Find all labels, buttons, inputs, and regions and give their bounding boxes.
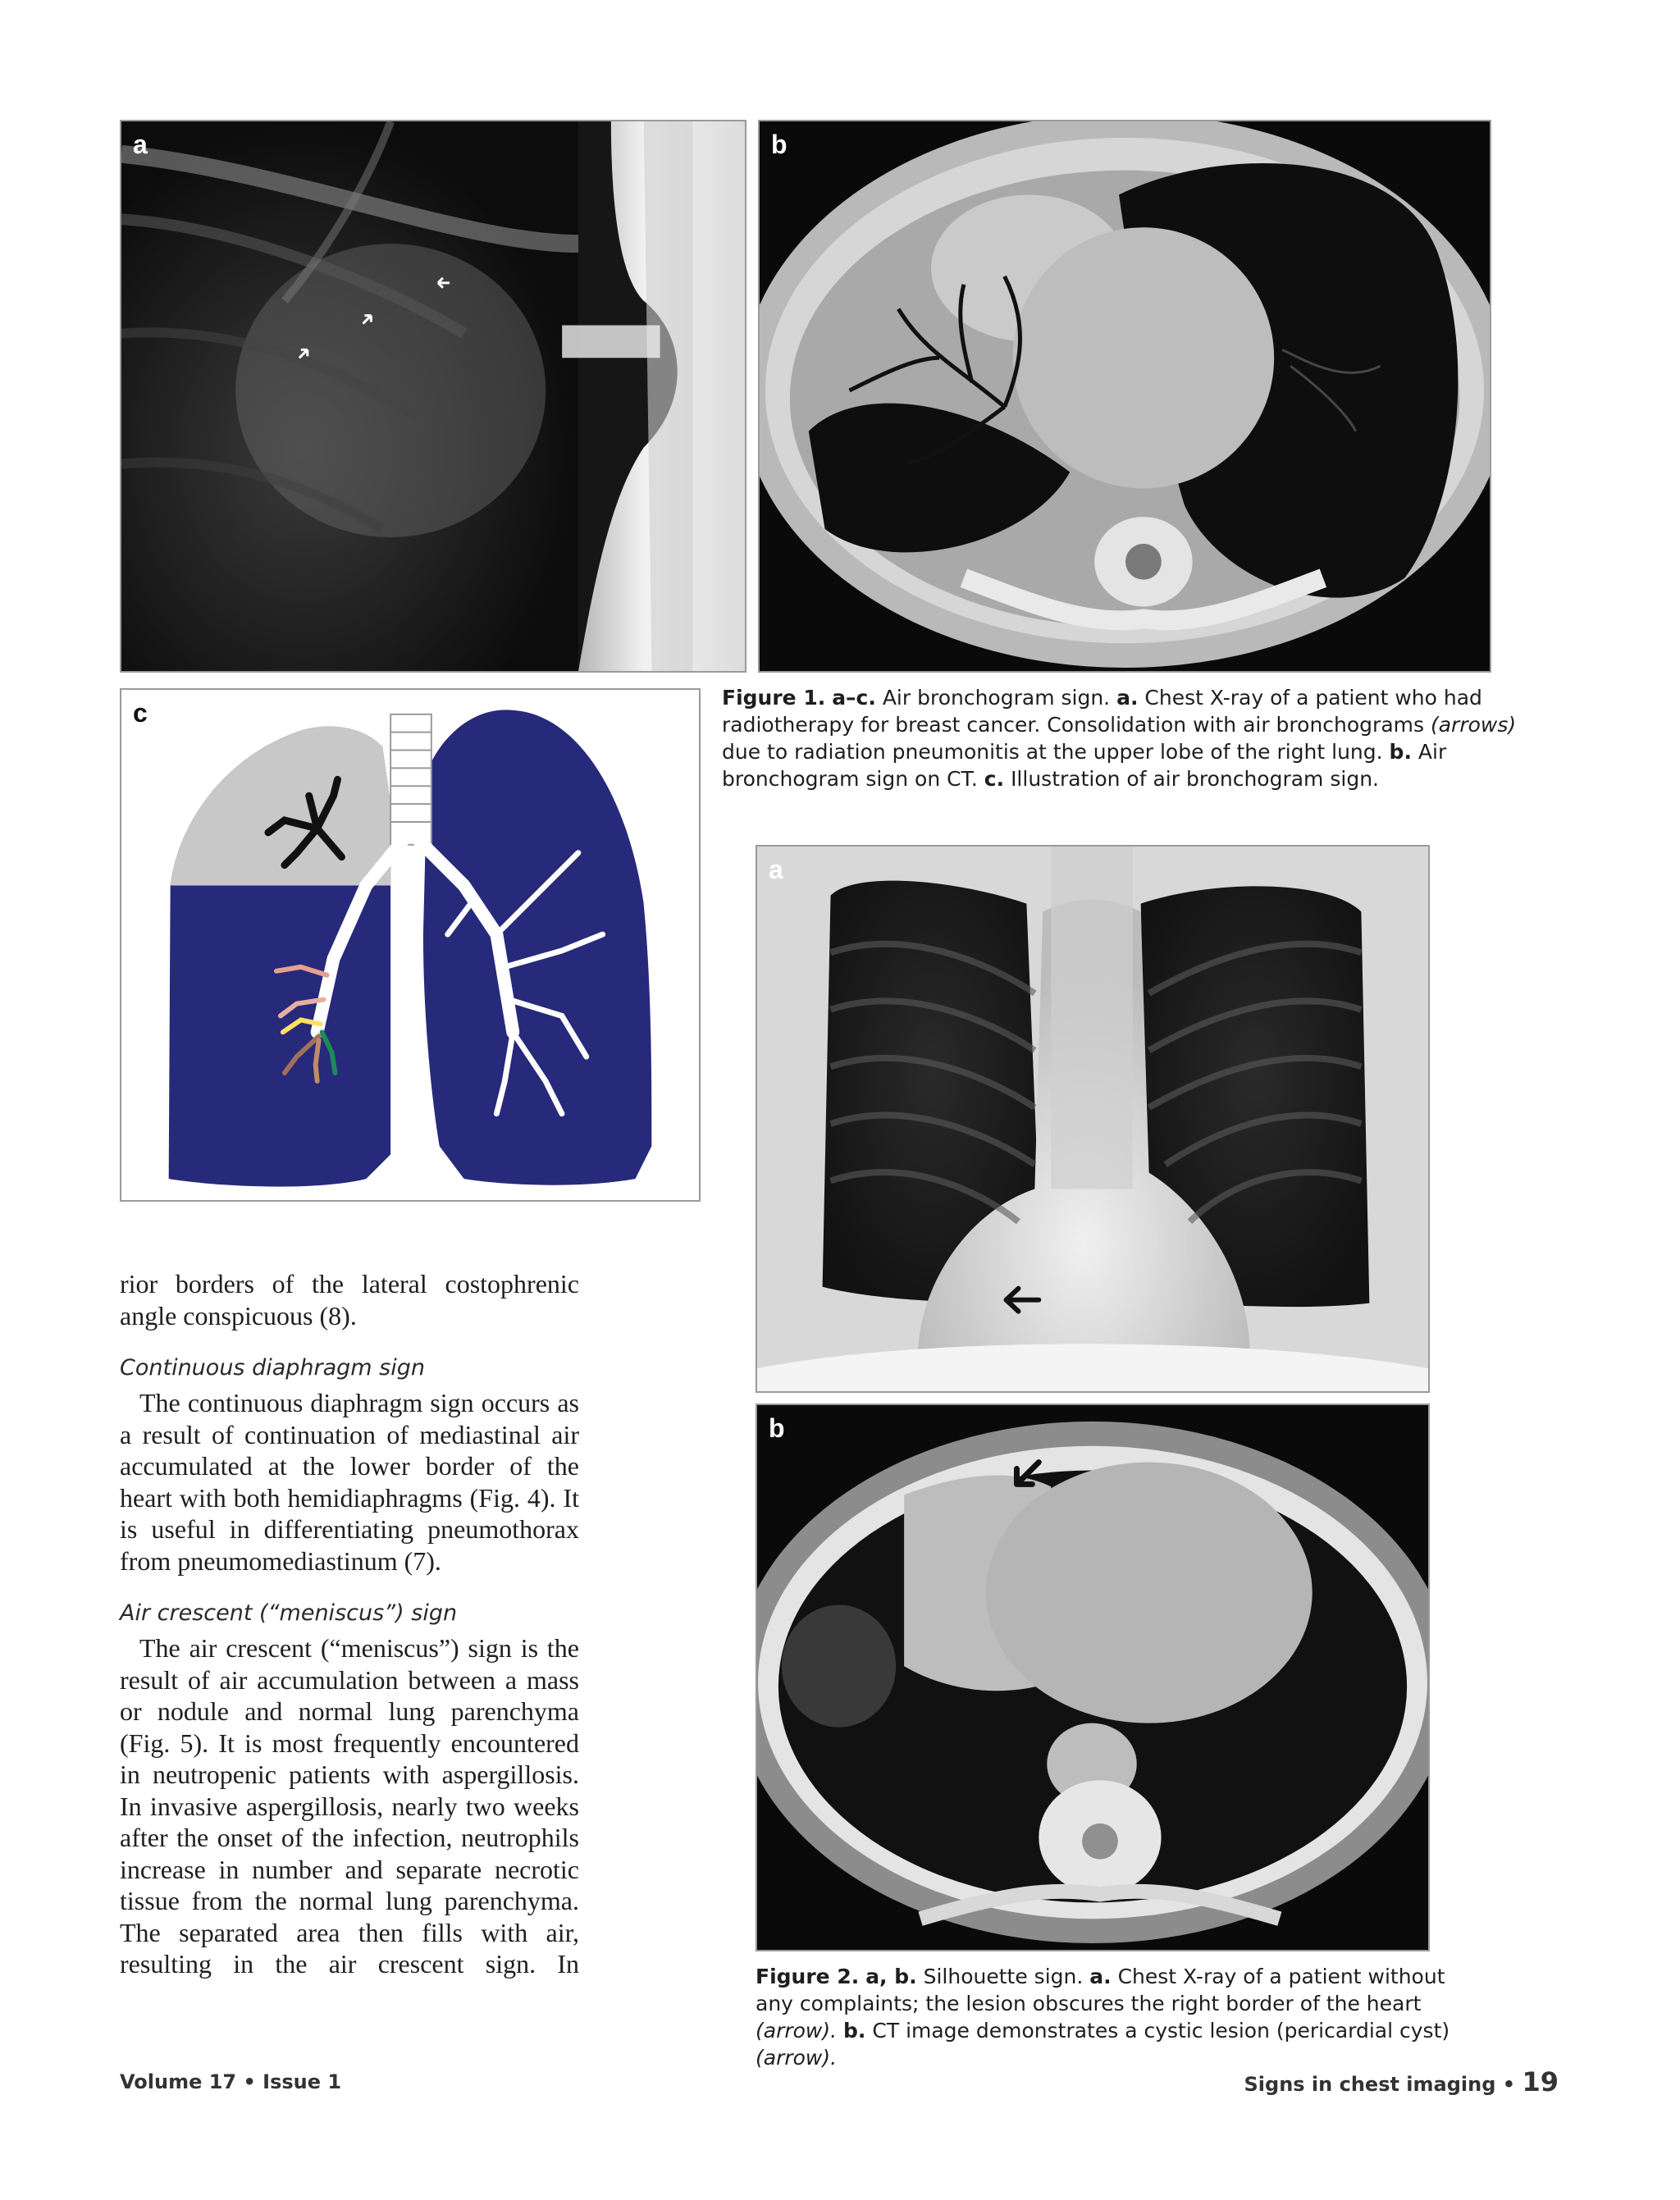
panel-key-a: a.	[1089, 1965, 1112, 1988]
paragraph: The air crescent (“meniscus”) sign is the result of air accumulation between a mass or nodule and normal lung parenchyma (Fig. 5). It is most frequently encountered in neutropenic patients with aspergillosis. In invasive aspergillosis, nearly two weeks after the onset of the infection, neutrophils increase in number and separate necrotic tissue from the normal lung parenchyma. The separated area then fills with air, resulting in the air crescent sign. In	[120, 1633, 579, 1979]
intro-paragraph: rior borders of the lateral costophrenic angle conspicuous (8).	[120, 1269, 579, 1330]
panel-label: b	[771, 130, 788, 159]
panel-b-text: CT image demonstrates a cystic lesion (pericardial cyst)	[872, 2019, 1450, 2043]
figure-title: Silhouette sign.	[923, 1965, 1084, 1988]
figure-number: Figure 2.	[756, 1965, 860, 1988]
ct-scan-image	[757, 1405, 1428, 1950]
panel-key-b: b.	[843, 2019, 866, 2043]
panel-label: c	[133, 698, 148, 728]
panel-range: a–c.	[832, 686, 876, 710]
body-text-column	[120, 1268, 579, 1980]
figure2-caption	[756, 1963, 1477, 2071]
running-title: Signs in chest imaging •	[1244, 2073, 1516, 2096]
chest-xray-image	[121, 121, 745, 671]
arrow-note-b: (arrow).	[756, 2046, 838, 2070]
panel-a-text-2: due to radiation pneumonitis at the upper lobe of the right lung.	[722, 740, 1383, 764]
paragraph: The continuous diaphragm sign occurs as a result of continuation of mediastinal air accumulated at the lower border of the heart with both hemidiaphragms (Fig. 4). It is useful in differentiating pneumothorax from pneumomediastinum (7).	[120, 1388, 579, 1576]
figure1-caption	[722, 684, 1550, 792]
arrows-note: (arrows)	[1430, 713, 1517, 737]
figure-title: Air bronchogram sign.	[882, 686, 1111, 710]
footer-volume-issue: Volume 17 • Issue 1	[120, 2070, 342, 2093]
footer-running-title	[1244, 2066, 1559, 2097]
panel-label: a	[769, 855, 783, 884]
figure1-panel-c	[120, 688, 701, 1202]
panel-key-c: c.	[984, 767, 1005, 791]
section-heading: Continuous diaphragm sign	[120, 1355, 426, 1381]
panel-a-text: Chest X-ray of a patient who had radiotherapy for breast cancer. Consolidation with air bronchograms	[722, 686, 1482, 737]
figure2-panel-a	[756, 845, 1430, 1393]
figure1-panel-a	[120, 120, 746, 673]
figure1-panel-b	[758, 120, 1491, 673]
panel-c-text: Illustration of air bronchogram sign.	[1011, 767, 1379, 791]
panel-key-a: a.	[1116, 686, 1139, 710]
figure2-panel-b	[756, 1404, 1430, 1951]
panel-range: a, b.	[865, 1965, 917, 1988]
figure-number: Figure 1.	[722, 686, 826, 710]
ct-scan-image	[760, 121, 1490, 671]
panel-key-b: b.	[1389, 740, 1412, 764]
section-heading: Air crescent (“meniscus”) sign	[120, 1600, 458, 1626]
arrow-note-a: (arrow).	[756, 2019, 838, 2043]
panel-label: a	[133, 130, 148, 159]
panel-b-text: Air bronchogram sign on CT.	[722, 740, 1447, 791]
panel-a-text: Chest X-ray of a patient without any complaints; the lesion obscures the right border of the heart	[756, 1965, 1445, 2015]
chest-xray-image	[757, 847, 1428, 1391]
air-bronchogram-illustration	[121, 690, 699, 1200]
panel-label: b	[769, 1413, 785, 1443]
page-number: 19	[1522, 2066, 1559, 2097]
